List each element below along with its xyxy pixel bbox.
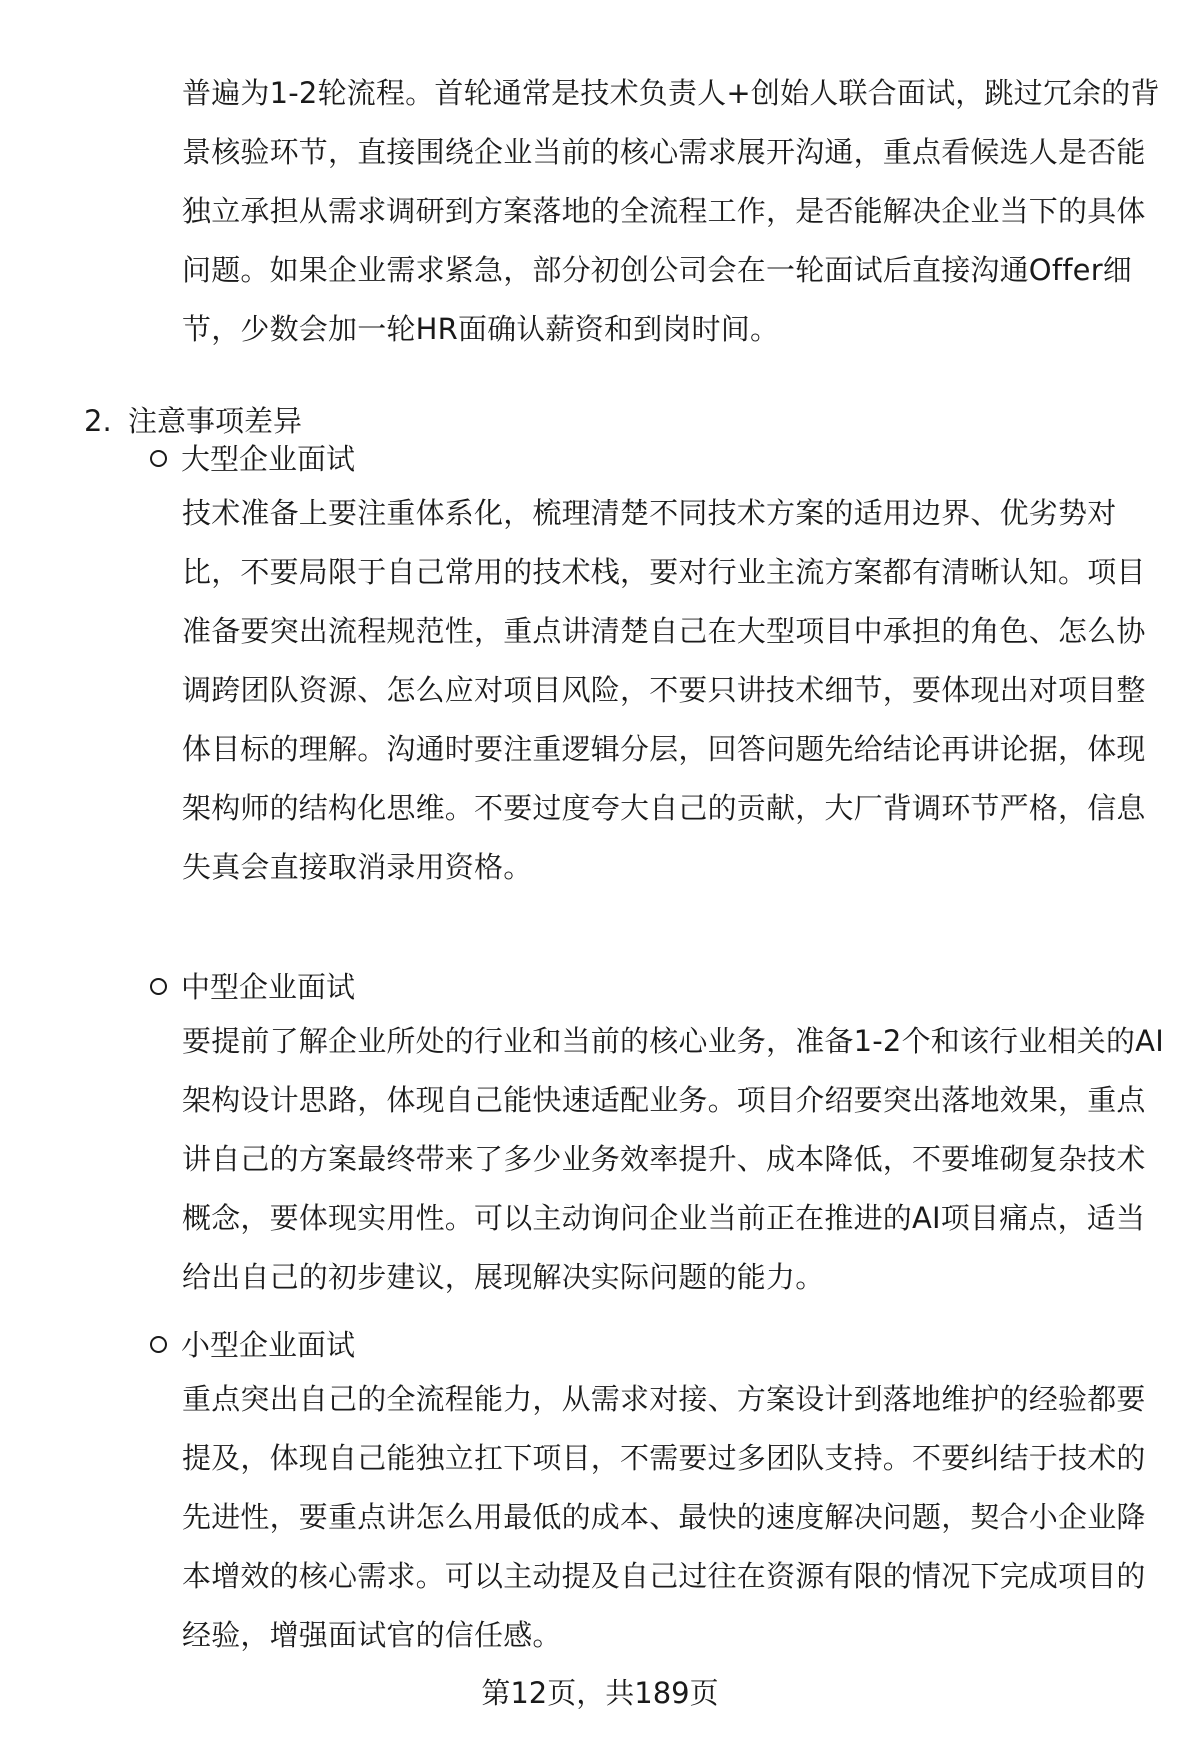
subheading-large-enterprise: [150, 430, 355, 489]
subheading-label: 小型企业面试: [181, 1328, 356, 1362]
subheading-medium-enterprise: [150, 958, 355, 1017]
paragraph-large-enterprise: 技术准备上要注重体系化，梳理清楚不同技术方案的适用边界、优劣势对比，不要局限于自己常用的技术栈，要对行业主流方案都有清晰认知。项目准备要突出流程规范性，重点讲清楚自己在大型项目中承担的角色、怎么协调跨团队资源、怎么应对项目风险，不要只讲技术细节，要体现出对项目整体目标的理解。沟通时要注重逻辑分层，回答问题先给结论再讲论据，体现架构师的结构化思维。不要过度夸大自己的贡献，大厂背调环节严格，信息失真会直接取消录用资格。: [182, 496, 1146, 884]
section-number: 2.: [84, 404, 112, 438]
subheading-label: 大型企业面试: [181, 442, 356, 476]
section-title: 注意事项差异: [128, 404, 303, 438]
hollow-bullet-icon: [150, 1336, 167, 1353]
subheading-label: 中型企业面试: [181, 970, 356, 1004]
hollow-bullet-icon: [150, 450, 167, 467]
paragraph-small-enterprise: 重点突出自己的全流程能力，从需求对接、方案设计到落地维护的经验都要提及，体现自己能独立扛下项目，不需要过多团队支持。不要纠结于技术的先进性，要重点讲怎么用最低的成本、最快的速度解决问题，契合小企业降本增效的核心需求。可以主动提及自己过往在资源有限的情况下完成项目的经验，增强面试官的信任感。: [182, 1382, 1146, 1652]
paragraph-medium-enterprise: 要提前了解企业所处的行业和当前的核心业务，准备1-2个和该行业相关的AI架构设计思路，体现自己能快速适配业务。项目介绍要突出落地效果，重点讲自己的方案最终带来了多少业务效率提升、成本降低，不要堆砌复杂技术概念，要体现实用性。可以主动询问企业当前正在推进的AI项目痛点，适当给出自己的初步建议，展现解决实际问题的能力。: [182, 1024, 1164, 1294]
hollow-bullet-icon: [150, 978, 167, 995]
intro-paragraph: 普遍为1-2轮流程。首轮通常是技术负责人+创始人联合面试，跳过冗余的背景核验环节，直接围绕企业当前的核心需求展开沟通，重点看候选人是否能独立承担从需求调研到方案落地的全流程工作，是否能解决企业当下的具体问题。如果企业需求紧急，部分初创公司会在一轮面试后直接沟通Offer细节，少数会加一轮HR面确认薪资和到岗时间。: [182, 76, 1160, 346]
page-number-footer: 第12页，共189页: [481, 1676, 719, 1710]
subheading-small-enterprise: [150, 1316, 355, 1375]
